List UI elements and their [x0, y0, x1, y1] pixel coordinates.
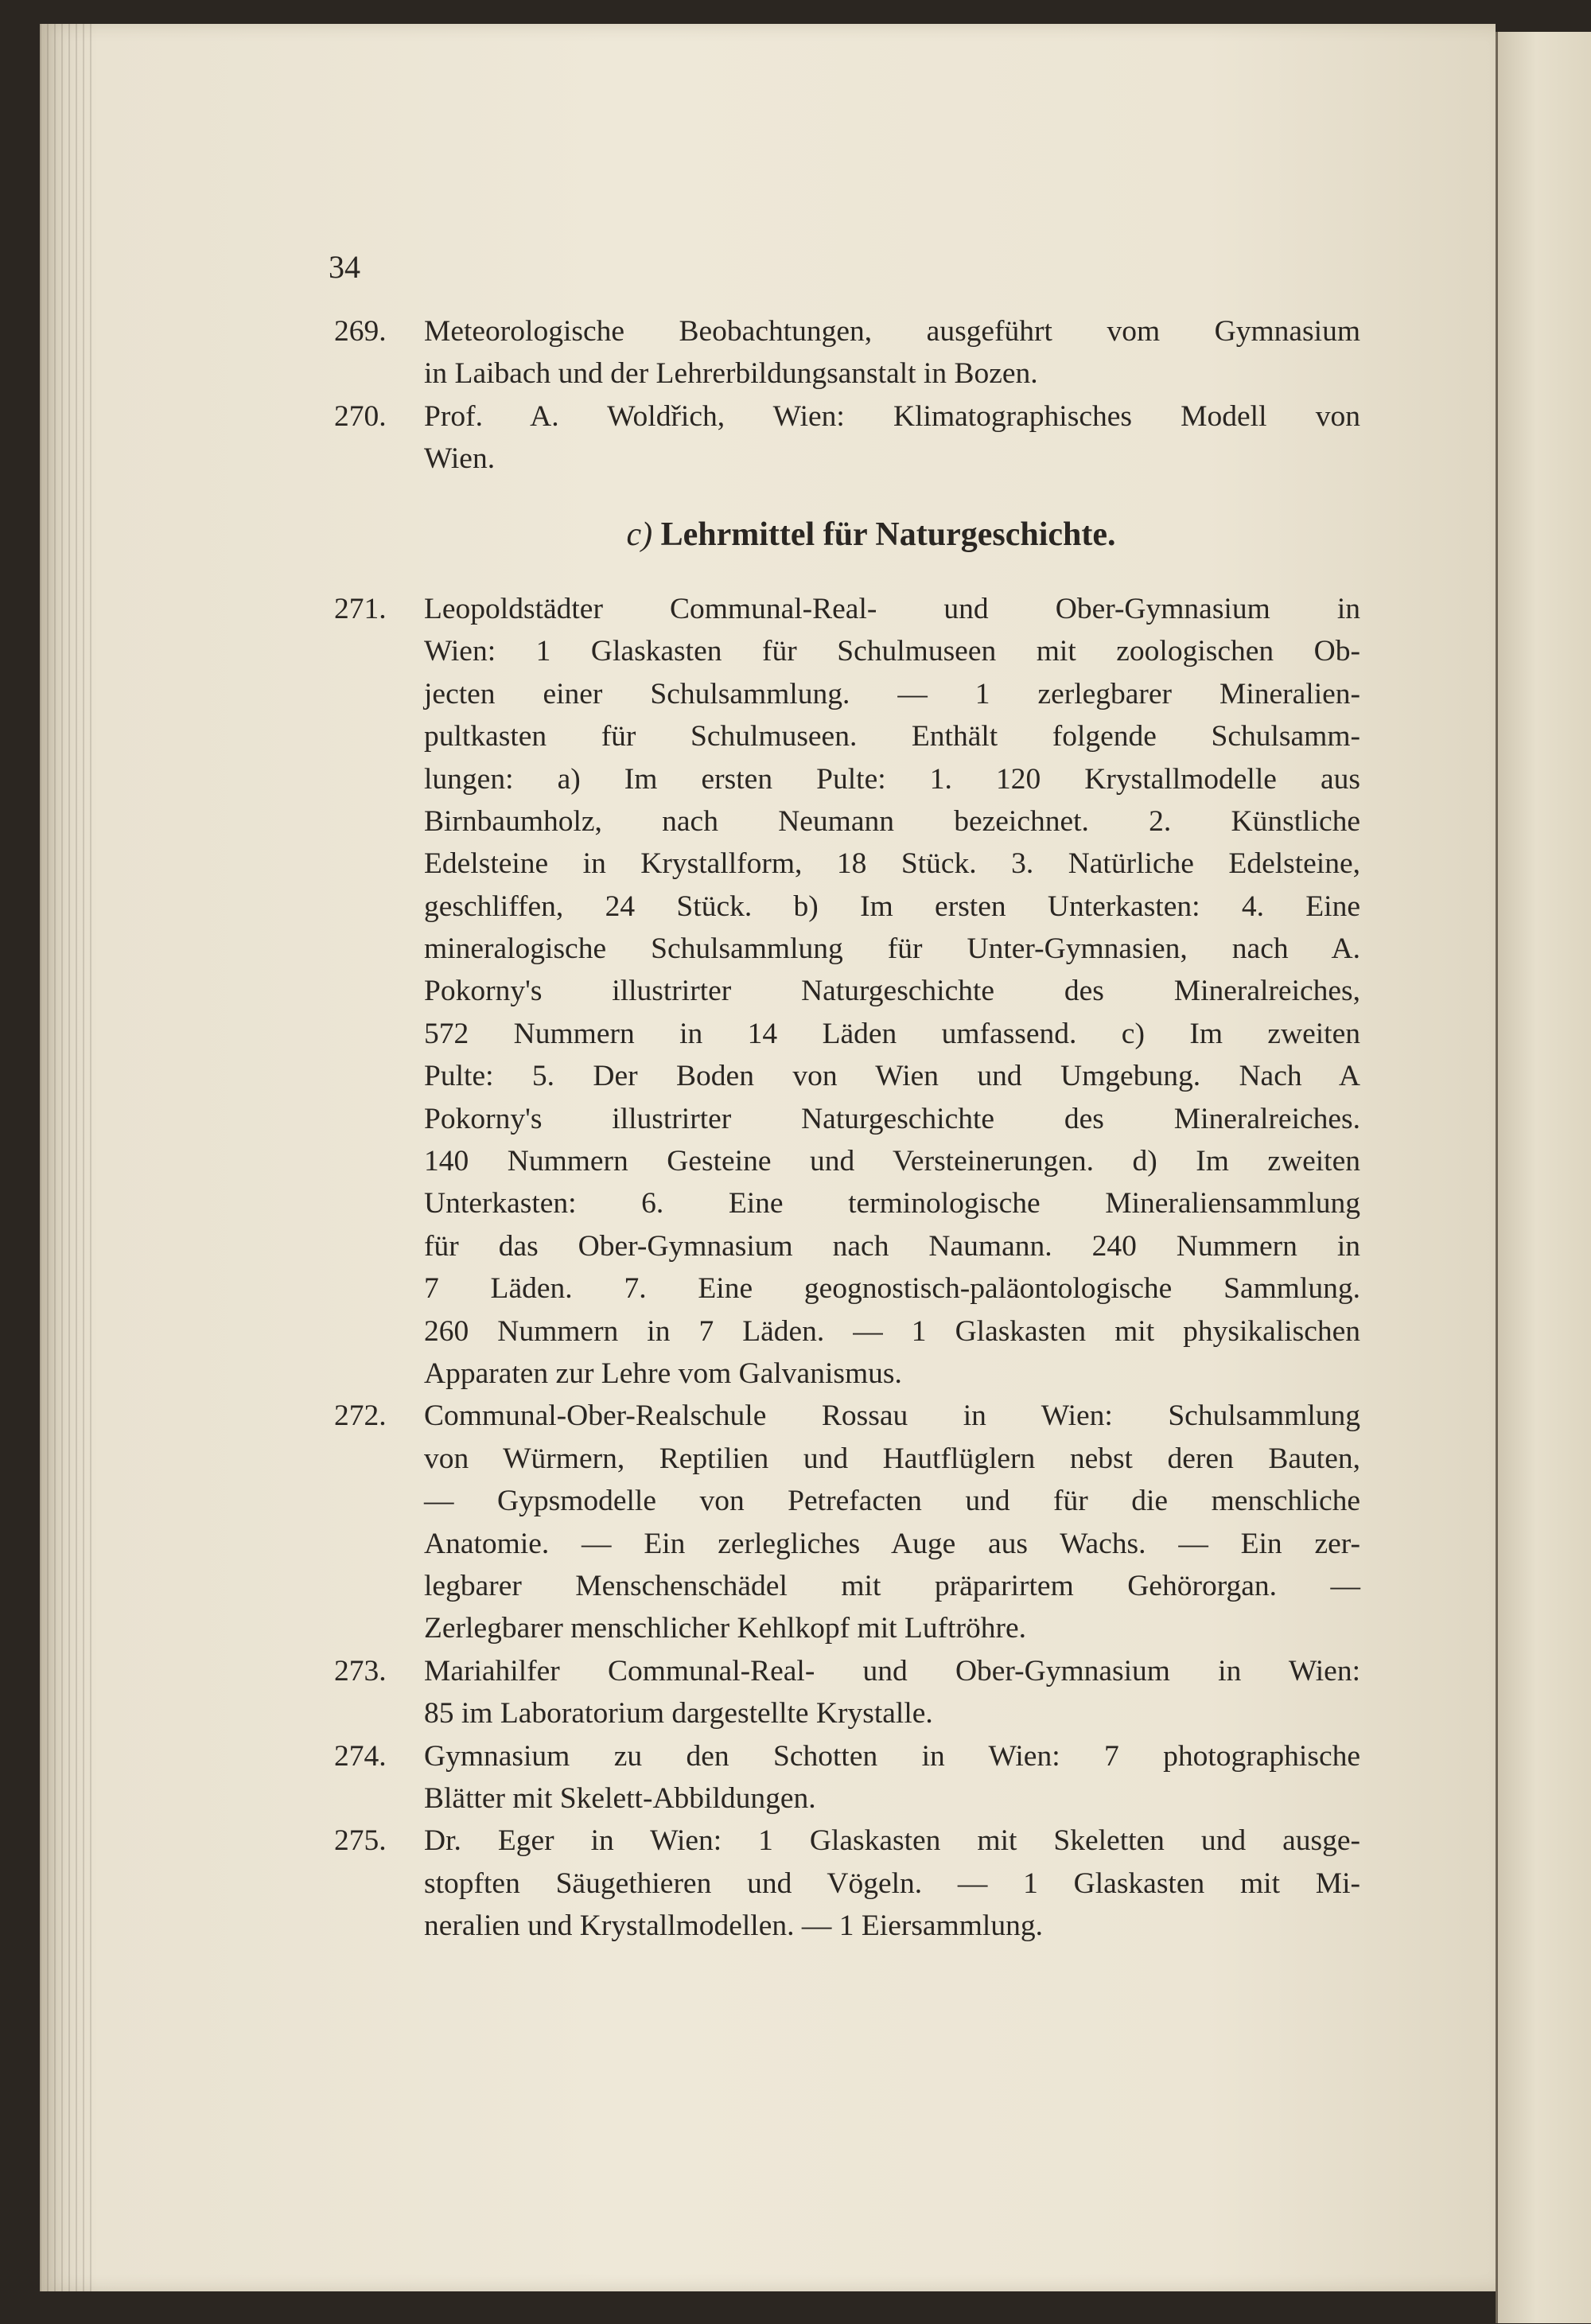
- entry-line: legbarer Menschenschädel mit präparirtem Gehörorgan. —: [424, 1569, 1360, 1602]
- entry-line: Mariahilfer Communal-Real- und Ober-Gymnasium in Wien:: [424, 1654, 1360, 1688]
- entry-line: — Gypsmodelle von Petrefacten und für die menschliche: [424, 1485, 1360, 1518]
- entry-line: Pokorny's illustrirter Naturgeschichte des Mineralreiches.: [424, 1102, 1360, 1135]
- entry-line: von Würmern, Reptilien und Hautflüglern nebst deren Bauten,: [424, 1442, 1360, 1475]
- entry-line: Blätter mit Skelett-Abbildungen.: [424, 1781, 816, 1815]
- entry-line: Leopoldstädter Communal-Real- und Ober-Gymnasium in: [424, 592, 1360, 625]
- entry-line: Wien.: [424, 442, 496, 476]
- entry-line: Unterkasten: 6. Eine terminologische Mineraliensammlung: [424, 1187, 1360, 1220]
- entry-line: in Laibach und der Lehrerbildungsanstalt in Bozen.: [424, 357, 1038, 391]
- entry-line: 572 Nummern in 14 Läden umfassend. c) Im zweiten: [424, 1017, 1360, 1050]
- entry-line: geschliffen, 24 Stück. b) Im ersten Unterkasten: 4. Eine: [424, 890, 1360, 923]
- entry-line: Edelsteine in Krystallform, 18 Stück. 3. Natürliche Edelsteine,: [424, 847, 1360, 881]
- catalog-entry: [334, 310, 1360, 395]
- entry-line: Apparaten zur Lehre vom Galvanismus.: [424, 1357, 902, 1390]
- entry-line: für das Ober-Gymnasium nach Naumann. 240 Nummern in: [424, 1229, 1360, 1263]
- entry-line: lungen: a) Im ersten Pulte: 1. 120 Krystallmodelle aus: [424, 762, 1360, 796]
- section-marker: c): [626, 516, 653, 553]
- entry-line: 260 Nummern in 7 Läden. — 1 Glaskasten mit physikalischen: [424, 1314, 1360, 1348]
- entry-line: Pokorny's illustrirter Naturgeschichte des Mineralreiches,: [424, 975, 1360, 1008]
- entry-number: 275.: [334, 1824, 387, 1858]
- entry-line: mineralogische Schulsammlung für Unter-Gymnasien, nach A.: [424, 932, 1360, 966]
- catalog-entry: [334, 588, 1360, 1395]
- binding-gutter: [40, 24, 95, 2291]
- entry-line: stopften Säugethieren und Vögeln. — 1 Glaskasten mit Mi-: [424, 1867, 1360, 1900]
- entries-bottom: [334, 588, 1360, 1948]
- entry-line: Zerlegbarer menschlicher Kehlkopf mit Luftröhre.: [424, 1612, 1026, 1645]
- catalog-entry: [334, 1735, 1360, 1820]
- entries-top: [334, 310, 1360, 481]
- entry-number: 274.: [334, 1739, 387, 1773]
- catalog-entry: [334, 1820, 1360, 1947]
- entry-line: Communal-Ober-Realschule Rossau in Wien: Schulsammlung: [424, 1399, 1360, 1433]
- page-number: 34: [329, 249, 360, 285]
- page-content: [334, 310, 1360, 1947]
- entry-number: 272.: [334, 1399, 387, 1433]
- catalog-entry: [334, 395, 1360, 481]
- catalog-entry: [334, 1395, 1360, 1649]
- entry-line: pultkasten für Schulmuseen. Enthält folgende Schulsamm-: [424, 720, 1360, 753]
- entry-line: Dr. Eger in Wien: 1 Glaskasten mit Skeletten und ausge-: [424, 1824, 1360, 1858]
- entry-line: jecten einer Schulsammlung. — 1 zerlegbarer Mineralien-: [424, 677, 1360, 710]
- entry-line: Birnbaumholz, nach Neumann bezeichnet. 2. Künstliche: [424, 804, 1360, 838]
- adjacent-page-edge: [1496, 32, 1591, 2323]
- entry-line: 85 im Laboratorium dargestellte Krystalle.: [424, 1697, 933, 1730]
- entry-number: 271.: [334, 592, 387, 625]
- entry-line: Prof. A. Woldřich, Wien: Klimatographisches Modell von: [424, 399, 1360, 433]
- entry-number: 273.: [334, 1654, 387, 1688]
- entry-line: Pulte: 5. Der Boden von Wien und Umgebung. Nach A: [424, 1060, 1360, 1093]
- entry-line: 7 Läden. 7. Eine geognostisch-paläontologische Sammlung.: [424, 1272, 1360, 1306]
- entry-line: Wien: 1 Glaskasten für Schulmuseen mit zoologischen Ob-: [424, 635, 1360, 668]
- section-heading: [334, 514, 1360, 556]
- entry-line: neralien und Krystallmodellen. — 1 Eiersammlung.: [424, 1909, 1043, 1943]
- section-title: Lehrmittel für Naturgeschichte.: [660, 516, 1116, 553]
- entry-number: 270.: [334, 399, 387, 433]
- entry-line: 140 Nummern Gesteine und Versteinerungen. d) Im zweiten: [424, 1145, 1360, 1178]
- catalog-entry: [334, 1650, 1360, 1735]
- entry-line: Anatomie. — Ein zerlegliches Auge aus Wachs. — Ein zer-: [424, 1527, 1360, 1560]
- entry-number: 269.: [334, 315, 387, 348]
- entry-line: Meteorologische Beobachtungen, ausgeführt vom Gymnasium: [424, 315, 1360, 348]
- entry-line: Gymnasium zu den Schotten in Wien: 7 photographische: [424, 1739, 1360, 1773]
